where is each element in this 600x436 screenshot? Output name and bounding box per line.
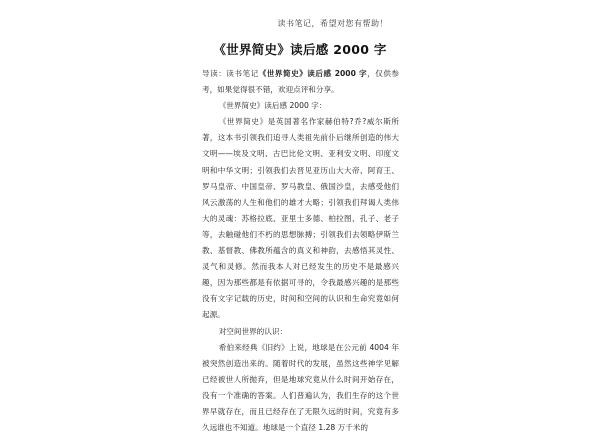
header-note: 读书笔记，希望对您有帮助！ [277, 19, 388, 28]
document-title: 《世界简史》读后感 2000 字 [213, 42, 387, 57]
paragraph-2: 希伯来经典《旧约》上说，地球是在公元前 4004 年被突然创造出来的。随着时代的发展，虽然这些神学见解已经被世人所抛弃，但是地球究竟从什么时间开始存在，没有一个准确的答案。人们普遍认为，我们生存的这个世界早就存在，而且已经存在了无限久远的时间，究竟有多久远谁也不知道。地球是一个直径 1.28 万千米的 [202, 342, 399, 433]
paragraph-1: 《世界简史》是英国著名作家赫伯特?乔?威尔斯所著，这本书引领我们追寻人类祖先前仆后继所创造的伟大文明——埃及文明、古巴比伦文明、亚利安文明、印度文明和中华文明；引领我们去晋见亚历山大大帝、阿育王、罗马皇帝、中国皇帝、罗马教皇、俄国沙皇，去感受他们风云激荡的人生和他们的雄才大略；引领我们拜谒人类伟大的灵魂：苏格拉底、亚里士多德、柏拉图、孔子、老子等，去触碰他们不朽的思想脉搏；引领我们去领略伊斯兰教、基督教、佛教所蕴含的真义和神韵，去感悟其灵性、灵气和灵修。然而我本人对已经发生的历史不是最感兴趣，因为那些都是有依据可寻的，令我最感兴趣的是那些没有文字记载的历史，时间和空间的认识和生命究竟如何起源。 [202, 117, 399, 320]
intro-bold-title: 《世界简史》读后感 2000 字 [258, 69, 368, 78]
subtitle: 《世界简史》读后感 2000 字： [218, 101, 327, 111]
intro-paragraph [202, 66, 399, 98]
intro-prefix: 导读：读书笔记 [202, 69, 259, 78]
document-body [202, 66, 399, 436]
section-heading: 对空间世界的认识： [218, 326, 288, 336]
intro-suffix: ，仅供参考，如果觉得很不错，欢迎点评和分享。 [202, 69, 400, 95]
